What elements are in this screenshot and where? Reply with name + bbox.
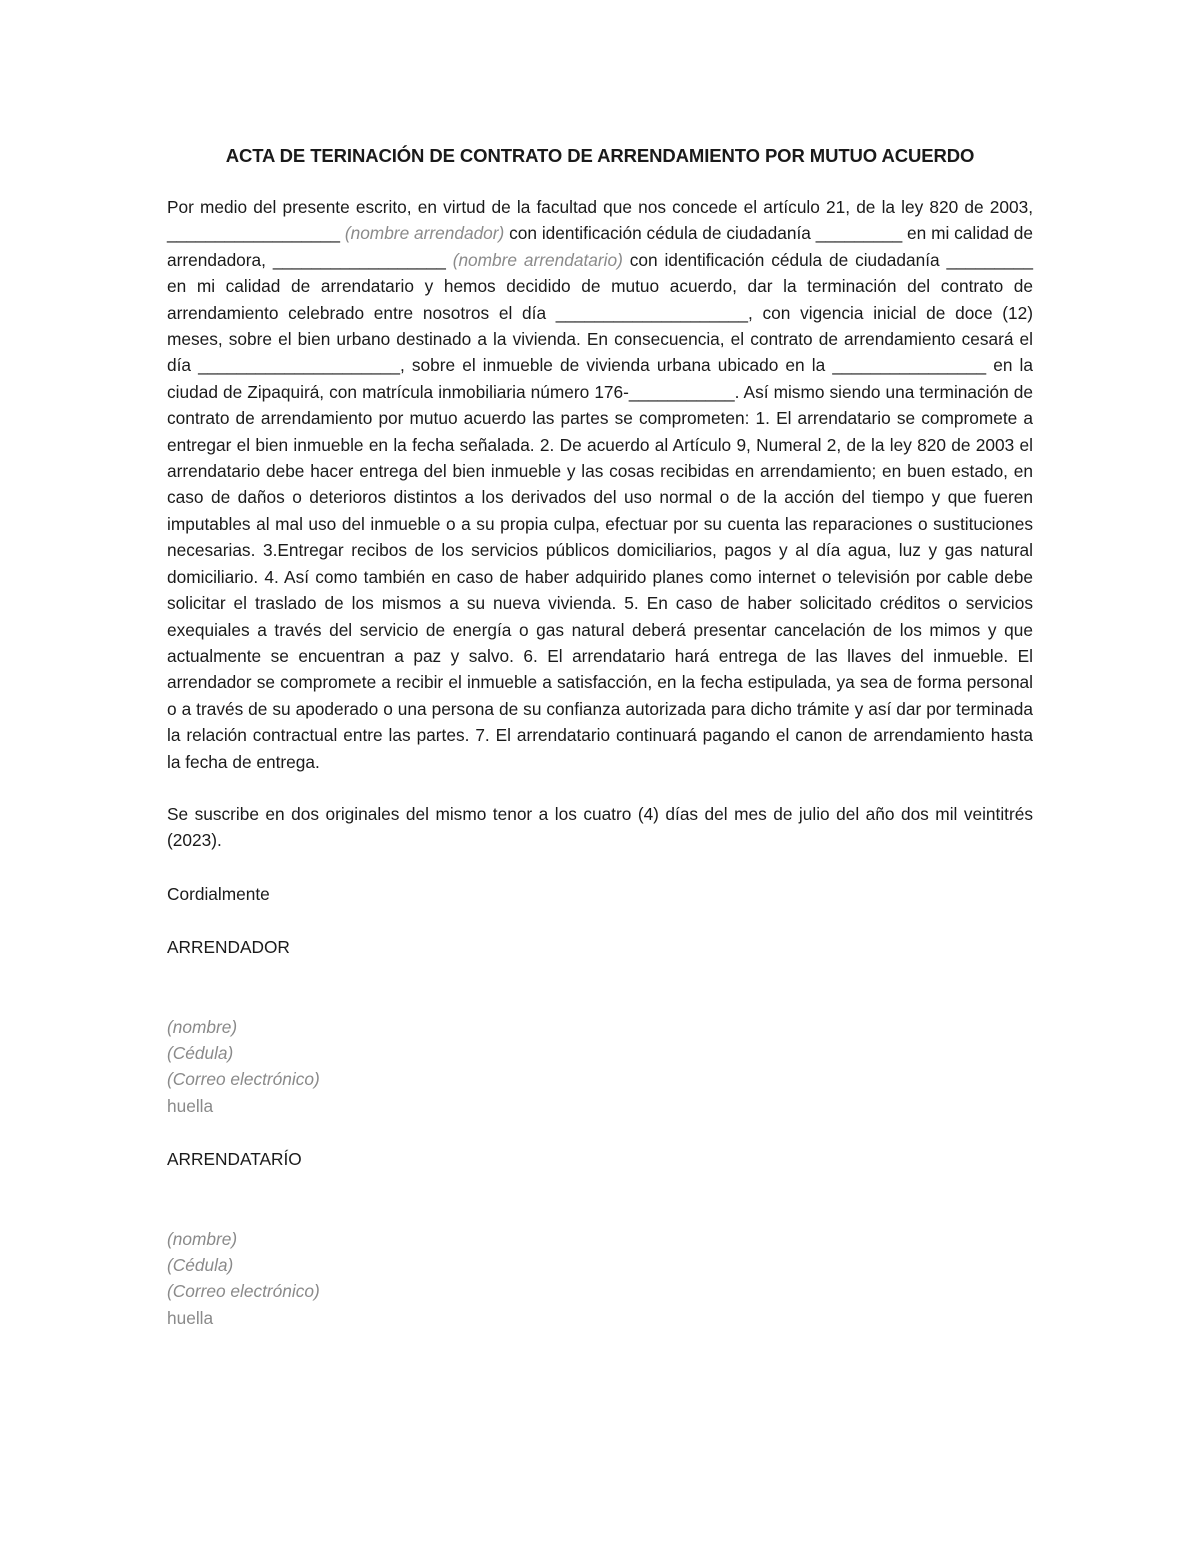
arrendatario-email-field: (Correo electrónico) bbox=[167, 1281, 320, 1302]
body-text-part-3: con identificación cédula de ciudadanía _________ en mi calidad de arrendatario y hemos decidido de mutuo acuerdo, dar la terminación del contrato de arrendamiento celebrado entre nosotros el día ____________________, con vigencia inicial de doce (12) meses, sobre el bien urbano destinado a la vivienda. En consecuencia, el contrato de arrendamiento cesará el día _____________________, sobre el inmueble de vivienda urbana ubicado en la ________________ en la ciudad de Zipaquirá, con matrícula inmobiliaria número 176-___________. Así mismo siendo una terminación de contrato de arrendamiento por mutuo acuerdo las partes se comprometen: 1. El arrendatario se compromete a entregar el bien inmueble en la fecha señalada. 2. De acuerdo al Artículo 9, Numeral 2, de la ley 820 de 2003 el arrendatario debe hacer entrega del bien inmueble y las cosas recibidas en arrendamiento; en buen estado, en caso de daños o deterioros distintos a los derivados del uso normal o de la acción del tiempo y que fueren imputables al mal uso del inmueble o a su propia culpa, efectuar por su cuenta las reparaciones o sustituciones necesarias. 3.Entregar recibos de los servicios públicos domiciliarios, pagos y al día agua, luz y gas natural domiciliario. 4. Así como también en caso de haber adquirido planes como internet o televisión por cable debe solicitar el traslado de los mismos a su nueva vivienda. 5. En caso de haber solicitado créditos o servicios exequiales a través del servicio de energía o gas natural deberá presentar cancelación de los mimos y que actualmente se encuentran a paz y salvo. 6. El arrendatario hará entrega de las llaves del inmueble. El arrendador se compromete a recibir el inmueble a satisfacción, en la fecha estipulada, ya sea de forma personal o a través de su apoderado o una persona de su confianza autorizada para dicho trámite y así dar por terminada la relación contractual entre las partes. 7. El arrendatario continuará pagando el canon de arrendamiento hasta la fecha de entrega. bbox=[167, 249, 1033, 772]
arrendador-name-field: (nombre) bbox=[167, 1016, 238, 1037]
body-paragraph bbox=[167, 194, 1033, 775]
arrendador-signature-block bbox=[167, 1014, 1033, 1120]
arrendatario-name-field: (nombre) bbox=[167, 1228, 238, 1249]
arrendatario-fingerprint-field: huella bbox=[167, 1307, 214, 1328]
arrendador-fingerprint-field: huella bbox=[167, 1095, 214, 1116]
salutation: Cordialmente bbox=[167, 883, 270, 904]
body-text-part-2: con identificación cédula de ciudadanía _________ en mi calidad de arrendadora, __________________ bbox=[167, 223, 1033, 270]
arrendador-role-label: ARRENDADOR bbox=[167, 937, 290, 958]
arrendatario-signature-block bbox=[167, 1226, 1033, 1332]
arrendador-email-field: (Correo electrónico) bbox=[167, 1069, 320, 1090]
arrendador-id-field: (Cédula) bbox=[167, 1042, 234, 1063]
arrendatario-name-placeholder: (nombre arrendatario) bbox=[452, 249, 623, 270]
closing-paragraph: Se suscribe en dos originales del mismo tenor a los cuatro (4) días del mes de julio del año dos mil veintitrés (2023). bbox=[167, 803, 1033, 851]
body-text-part-1: Por medio del presente escrito, en virtud de la facultad que nos concede el artículo 21, de la ley 820 de 2003, __________________ bbox=[167, 197, 1033, 244]
arrendatario-id-field: (Cédula) bbox=[167, 1255, 234, 1275]
document-title: ACTA DE TERINACIÓN DE CONTRATO DE ARRENDAMIENTO POR MUTUO ACUERDO bbox=[225, 145, 975, 166]
document-page bbox=[167, 143, 1033, 1331]
arrendador-name-placeholder: (nombre arrendador) bbox=[344, 223, 505, 244]
arrendatario-role-label: ARRENDATARÍO bbox=[167, 1149, 302, 1170]
